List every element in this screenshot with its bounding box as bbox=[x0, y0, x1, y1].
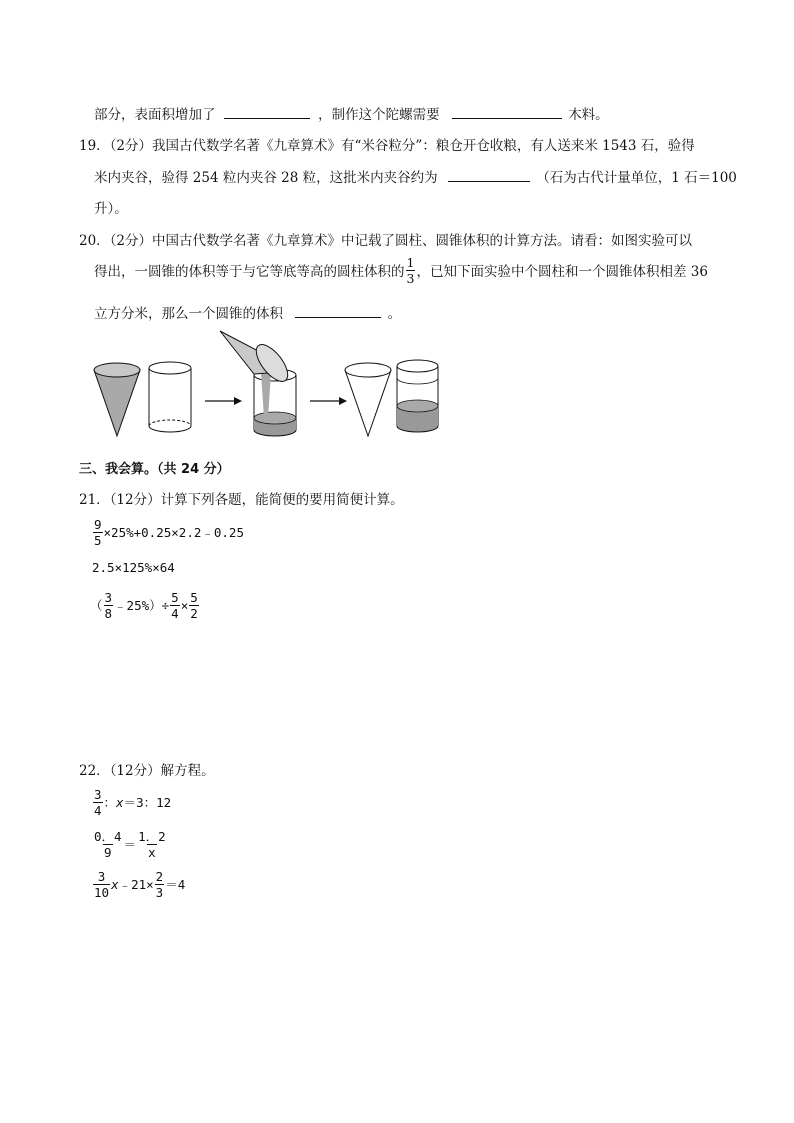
question-19-line-2: 米内夹谷，验得 254 粒内夹谷 28 粒，这批米内夹谷约为 （石为古代计量单位，1 石＝100 bbox=[94, 170, 737, 186]
equation-22-1: $\frac{3}{4}$ ： x ＝3：12 bbox=[94, 786, 172, 818]
question-score: （2分） bbox=[109, 233, 153, 249]
question-number: 22． bbox=[79, 763, 110, 779]
question-number: 20． bbox=[79, 233, 110, 249]
answer-blank-cone-volume[interactable] bbox=[295, 304, 381, 318]
equation-22-3: $\frac{3}{10}$ x ﹣21× $\frac{2}{3}$ ＝4 bbox=[94, 868, 186, 900]
question-22-header: 22．（12分）解方程。 bbox=[79, 763, 215, 779]
fraction-one-third: $\frac{1}{3}$ bbox=[406, 254, 415, 286]
empty-cylinder bbox=[149, 362, 191, 432]
continuation-line: 部分，表面积增加了 ，制作这个陀螺需要 木料。 bbox=[94, 107, 609, 123]
question-score: （12分） bbox=[109, 492, 161, 508]
question-19-line-1: 19．（2分）我国古代数学名著《九章算术》有“米谷粒分”：粮仓开仓收粮，有人送来米 1543 石，验得 bbox=[79, 138, 695, 154]
cylinder-one-third-filled bbox=[397, 360, 438, 432]
arrow-right-icon bbox=[205, 397, 242, 405]
answer-blank-surface-area[interactable] bbox=[224, 105, 310, 119]
question-20-line-1: 20．（2分）中国古代数学名著《九章算术》中记载了圆柱、圆锥体积的计算方法。请看：如图实验可以 bbox=[79, 233, 693, 249]
empty-cone bbox=[345, 363, 391, 436]
question-score: （12分） bbox=[109, 763, 161, 779]
section-title: 三、我会算。（共 24 分） bbox=[79, 462, 230, 477]
question-score: （2分） bbox=[109, 138, 153, 154]
question-20-line-3: 立方分米，那么一个圆锥的体积 。 bbox=[94, 306, 402, 322]
question-19-line-3: 升）。 bbox=[94, 201, 128, 217]
answer-blank-grain-amount[interactable] bbox=[448, 168, 530, 182]
question-21-header: 21．（12分）计算下列各题，能简便的要用简便计算。 bbox=[79, 492, 404, 508]
cone-cylinder-experiment-figure bbox=[88, 328, 444, 446]
arrow-right-icon bbox=[310, 397, 347, 405]
expression-21-2: 2.5×125%×64 bbox=[92, 560, 175, 575]
expression-21-3: （ $\frac{3}{8}$ ﹣25%）÷ $\frac{5}{4}$ × $\frac{5}{2}$ bbox=[90, 589, 198, 621]
question-20-line-2: 得出，一圆锥的体积等于与它等底等高的圆柱体积的 $\frac{1}{3}$ ，已知下面实验中个圆柱和一个圆锥体积相差 36 bbox=[94, 254, 708, 286]
question-number: 19． bbox=[79, 138, 110, 154]
answer-blank-wood-volume[interactable] bbox=[452, 105, 562, 119]
expression-21-1: $\frac{9}{5}$ ×25%+0.25×2.2﹣0.25 bbox=[94, 516, 244, 548]
filled-cone bbox=[94, 363, 140, 436]
question-number: 21． bbox=[79, 492, 110, 508]
equation-22-2: $\frac{0.4}{9}$ ＝ $\frac{1.2}{x}$ bbox=[94, 828, 166, 860]
